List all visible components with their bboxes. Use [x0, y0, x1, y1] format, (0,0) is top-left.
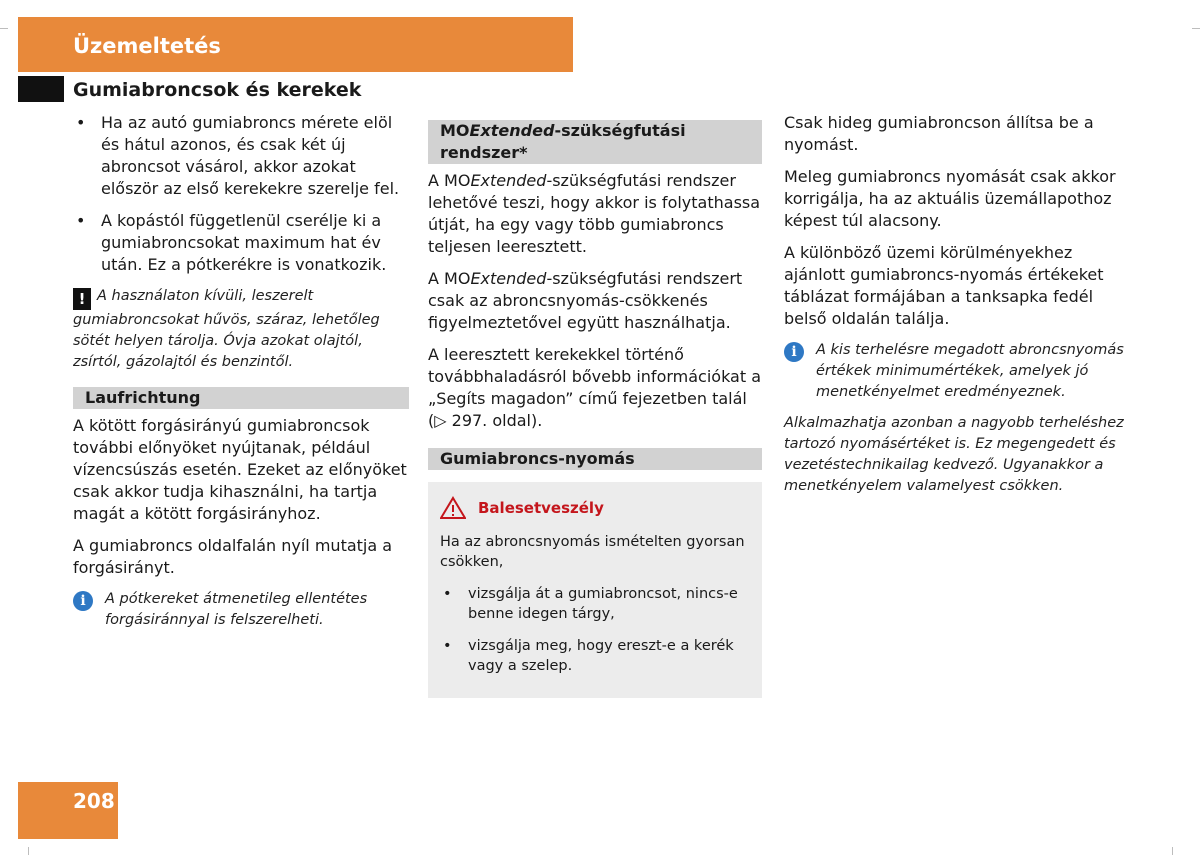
list-item: • vizsgálja meg, hogy ereszt-e a kerék vagy a szelep. — [440, 636, 750, 676]
danger-bullet-list — [440, 584, 750, 676]
section-heading-laufrichtung: Laufrichtung — [73, 387, 409, 409]
text-run-italic: Extended — [470, 269, 547, 288]
text-run: -szükségfutási rendszert csak az abroncsnyomás-csökkenés figyelmeztetővel együtt használhatja. — [428, 269, 743, 332]
column-right — [784, 112, 1124, 507]
chapter-title: Üzemeltetés — [73, 34, 221, 58]
text-run-italic: Extended — [470, 171, 547, 190]
paragraph — [428, 170, 762, 258]
danger-title: Balesetveszély — [478, 499, 604, 517]
paragraph: A leeresztett kerekekkel történő továbbhaladásról bővebb információkat a „Segíts magadon” című fejezetben talál (▷ 297. oldal). — [428, 345, 762, 430]
info-note — [73, 589, 409, 631]
paragraph: Meleg gumiabroncs nyomását csak akkor korrigálja, ha az aktuális üzemállapothoz képest túl alacsony. — [784, 167, 1116, 230]
info-icon: i — [73, 591, 93, 611]
danger-title-row — [440, 496, 750, 520]
exclamation-icon: ! — [73, 288, 91, 310]
paragraph: A különböző üzemi körülményekhez ajánlott gumiabroncs-nyomás értékeket táblázat formájában a tanksapka fedél belső oldalán találja. — [784, 243, 1104, 328]
crop-mark — [1172, 847, 1173, 855]
list-item: • A kopástól függetlenül cserélje ki a gumiabroncsokat maximum hat év után. Ez a pótkerékre is vonatkozik. — [73, 210, 409, 276]
section-subtitle: Gumiabroncsok és kerekek — [73, 79, 362, 101]
column-middle — [428, 120, 762, 698]
info-icon: i — [784, 342, 804, 362]
bullet-list — [73, 112, 409, 276]
heading-italic: Extended — [469, 121, 555, 140]
paragraph: A gumiabroncs oldalfalán nyíl mutatja a forgásirányt. — [73, 536, 393, 577]
page-number: 208 — [73, 789, 115, 813]
section-heading-pressure: Gumiabroncs-nyomás — [428, 448, 762, 470]
heading-suffix: -szükségfutási rendszer* — [440, 121, 686, 162]
text-run: A MO — [428, 269, 471, 288]
danger-text: Ha az abroncsnyomás ismételten gyorsan csökken, — [440, 534, 745, 570]
paragraph: Csak hideg gumiabroncson állítsa be a nyomást. — [784, 113, 1094, 154]
warning-note — [73, 286, 409, 373]
text-run: -szükségfutási rendszer lehetővé teszi, hogy akkor is folytathassa útját, ha egy vagy több gumiabroncs teljesen leeresztett. — [428, 171, 761, 256]
crop-mark — [0, 28, 8, 29]
crop-mark — [1192, 28, 1200, 29]
info-note-text: A pótkereket átmenetileg ellentétes forgásiránnyal is felszerelheti. — [105, 591, 368, 628]
info-note-text: A kis terhelésre megadott abroncsnyomás értékek minimumértékek, amelyek jó menetkényelmet eredményeznek. — [816, 342, 1124, 400]
crop-mark — [28, 847, 29, 855]
warning-triangle-icon — [440, 496, 466, 520]
text-run: A MO — [428, 171, 471, 190]
warning-note-text: A használaton kívüli, leszerelt gumiabroncsokat hűvös, száraz, lehetőleg sötét helyen tárolja. Óvja azokat olajtól, zsírtól, gázolajtól és benzintől. — [73, 288, 380, 370]
info-note — [784, 340, 1124, 403]
italic-note: Alkalmazhatja azonban a nagyobb terheléshez tartozó nyomásértéket is. Ez megengedett és vezetéstechnikailag kedvező. Ugyanakkor a menetkényelem valamelyest csökken. — [784, 415, 1124, 494]
paragraph: A kötött forgásirányú gumiabroncsok további előnyöket nyújtanak, például vízencsúszás esetén. Ezeket az előnyöket csak akkor tudja kihasználni, ha tartja magát a kötött forgásirányhoz. — [73, 416, 407, 523]
list-item: • vizsgálja át a gumiabroncsot, nincs-e benne idegen tárgy, — [440, 584, 750, 624]
paragraph — [428, 268, 762, 334]
list-item: • Ha az autó gumiabroncs mérete elöl és hátul azonos, és csak két új abroncsot vásárol, akkor azokat először az első kerekekre szerelje fel. — [73, 112, 409, 200]
danger-box — [428, 482, 762, 698]
section-marker-block — [18, 76, 64, 102]
section-heading-moextended — [428, 120, 762, 164]
column-left — [73, 112, 409, 641]
heading-prefix: MO — [440, 121, 470, 140]
